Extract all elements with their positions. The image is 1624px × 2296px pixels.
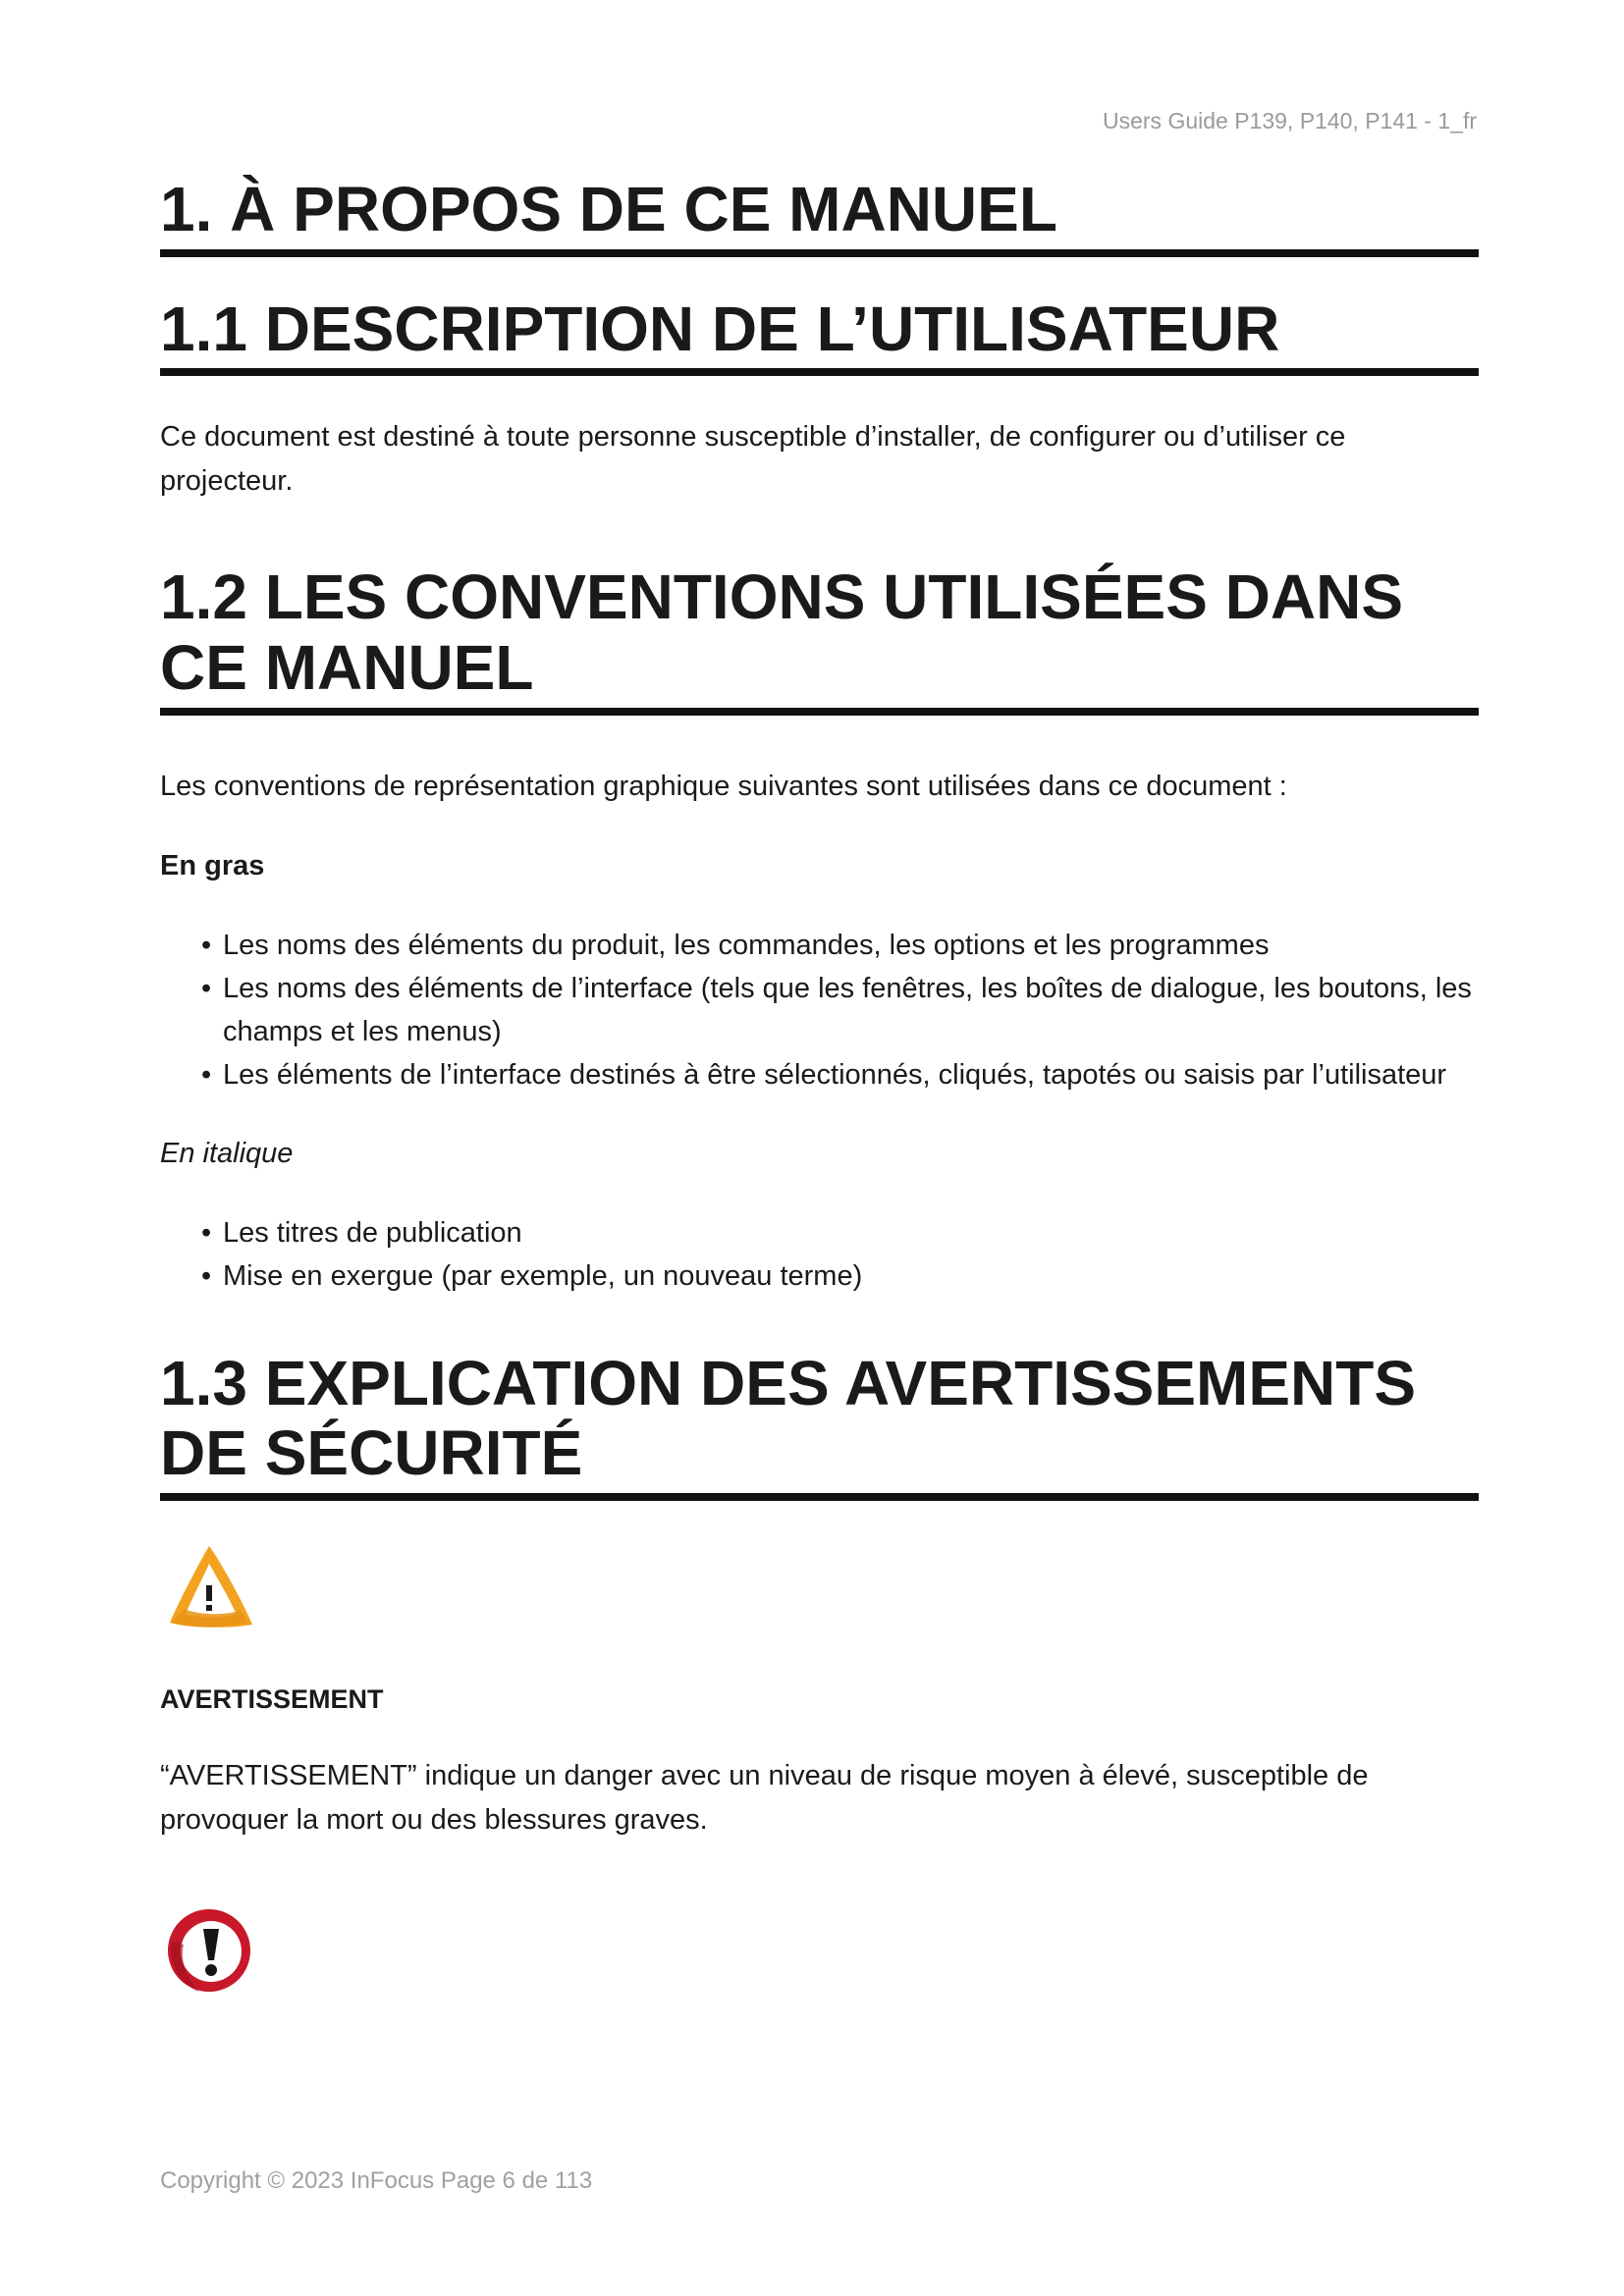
warning-triangle-graphic <box>160 1538 258 1636</box>
section-heading-1: 1. À PROPOS DE CE MANUEL <box>160 175 1479 257</box>
list-item <box>201 967 1479 1053</box>
list-item-text: Les noms des éléments de l’interface (tels que les fenêtres, les boîtes de dialogue, les boutons, les champs et les menus) <box>223 972 1472 1047</box>
list-item <box>201 924 1479 967</box>
danger-circle-graphic <box>160 1901 258 2000</box>
warning-title: AVERTISSEMENT <box>160 1684 384 1715</box>
list-item <box>201 1255 1479 1298</box>
list-item-text: Les noms des éléments du produit, les commandes, les options et les programmes <box>223 929 1270 961</box>
section-heading-1-1: 1.1 DESCRIPTION DE L’UTILISATEUR <box>160 294 1479 377</box>
list-item <box>201 1211 1479 1255</box>
bold-convention-label: En gras <box>160 849 265 881</box>
user-description-paragraph: Ce document est destiné à toute personne susceptible d’installer, de configurer ou d’utiliser ce projecteur. <box>160 421 1346 498</box>
page-footer: Copyright © 2023 InFocus Page 6 de 113 <box>160 2167 593 2194</box>
warning-description-paragraph: “AVERTISSEMENT” indique un danger avec un niveau de risque moyen à élevé, susceptible de provoquer la mort ou des blessures graves. <box>160 1760 1369 1837</box>
page-content <box>160 175 1479 2000</box>
conventions-intro-paragraph: Les conventions de représentation graphique suivantes sont utilisées dans ce document : <box>160 770 1287 802</box>
list-item-text: Les titres de publication <box>223 1216 522 1249</box>
warning-triangle-icon <box>160 1538 258 1636</box>
danger-exclamation-circle-icon <box>160 1901 258 2000</box>
document-reference: Users Guide P139, P140, P141 - 1_fr <box>1103 108 1477 133</box>
list-item <box>201 1053 1479 1096</box>
section-heading-1-3: 1.3 EXPLICATION DES AVERTISSEMENTS DE SÉCURITÉ <box>160 1349 1479 1501</box>
section-heading-1-2: 1.2 LES CONVENTIONS UTILISÉES DANS CE MANUEL <box>160 562 1479 715</box>
list-item-text: Les éléments de l’interface destinés à être sélectionnés, cliqués, tapotés ou saisis par l’utilisateur <box>223 1058 1447 1091</box>
list-item-text: Mise en exergue (par exemple, un nouveau terme) <box>223 1259 863 1292</box>
italic-convention-label: En italique <box>160 1137 294 1169</box>
italic-convention-list <box>160 1211 1479 1298</box>
bold-convention-list <box>160 924 1479 1096</box>
